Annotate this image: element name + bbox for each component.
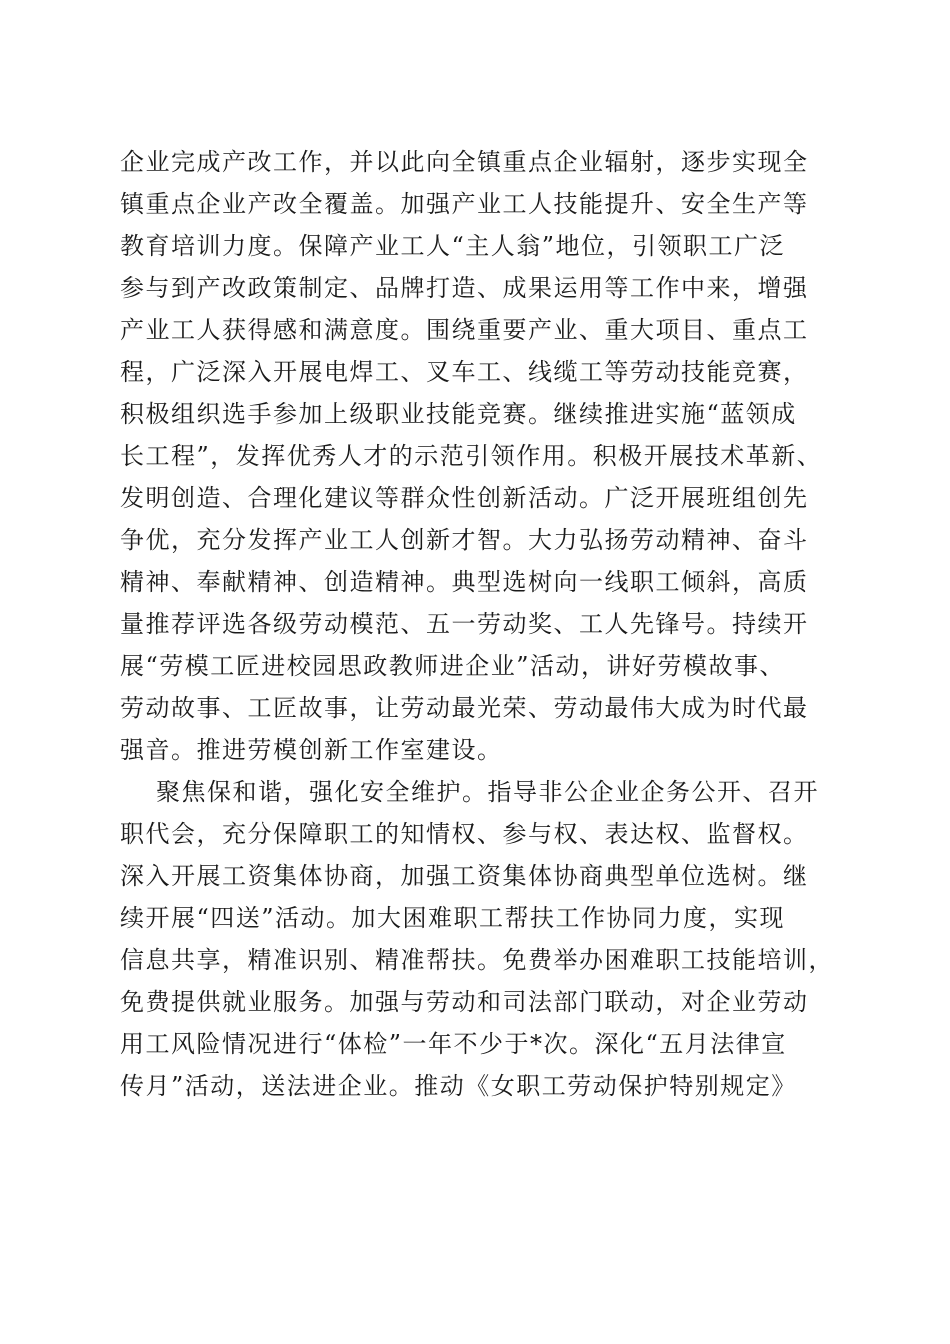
text-line: 争优，充分发挥产业工人创新才智。大力弘扬劳动精神、奋斗 — [120, 526, 809, 554]
text-line: 深入开展工资集体协商，加强工资集体协商典型单位选树。继 — [120, 862, 809, 890]
text-line: 用工风险情况进行“体检”一年不少于*次。深化“五月法律宣 — [120, 1030, 787, 1058]
text-line: 企业完成产改工作，并以此向全镇重点企业辐射，逐步实现全 — [120, 148, 809, 176]
text-line: 聚焦保和谐，强化安全维护。指导非公企业企务公开、召开 — [156, 778, 819, 806]
text-line: 续开展“四送”活动。加大困难职工帮扶工作协同力度，实现 — [120, 904, 786, 932]
text-line: 精神、奉献精神、创造精神。典型选树向一线职工倾斜，高质 — [120, 568, 809, 596]
paragraph-1 — [120, 141, 840, 771]
text-line: 劳动故事、工匠故事，让劳动最光荣、劳动最伟大成为时代最 — [120, 694, 809, 722]
text-line: 镇重点企业产改全覆盖。加强产业工人技能提升、安全生产等 — [120, 190, 809, 218]
text-line: 强音。推进劳模创新工作室建设。 — [120, 736, 503, 764]
text-line: 职代会，充分保障职工的知情权、参与权、表达权、监督权。 — [120, 820, 809, 848]
text-line: 参与到产改政策制定、品牌打造、成果运用等工作中来，增强 — [120, 274, 809, 302]
paragraph-2 — [120, 771, 840, 1107]
text-line: 量推荐评选各级劳动模范、五一劳动奖、工人先锋号。持续开 — [120, 610, 809, 638]
text-line: 免费提供就业服务。加强与劳动和司法部门联动，对企业劳动 — [120, 988, 809, 1016]
text-line: 教育培训力度。保障产业工人“主人翁”地位，引领职工广泛 — [120, 232, 786, 260]
text-line: 传月”活动，送法进企业。推动《女职工劳动保护特别规定》 — [120, 1072, 797, 1100]
document-body — [120, 141, 840, 1107]
text-line: 程，广泛深入开展电焊工、叉车工、线缆工等劳动技能竞赛， — [120, 358, 809, 386]
text-line: 信息共享，精准识别、精准帮扶。免费举办困难职工技能培训， — [120, 946, 834, 974]
text-line: 积极组织选手参加上级职业技能竞赛。继续推进实施“蓝领成 — [120, 400, 797, 428]
text-line: 产业工人获得感和满意度。围绕重要产业、重大项目、重点工 — [120, 316, 809, 344]
text-line: 发明创造、合理化建议等群众性创新活动。广泛开展班组创先 — [120, 484, 809, 512]
text-line: 展“劳模工匠进校园思政教师进企业”活动，讲好劳模故事、 — [120, 652, 786, 680]
text-line: 长工程”，发挥优秀人才的示范引领作用。积极开展技术革新、 — [120, 442, 823, 470]
